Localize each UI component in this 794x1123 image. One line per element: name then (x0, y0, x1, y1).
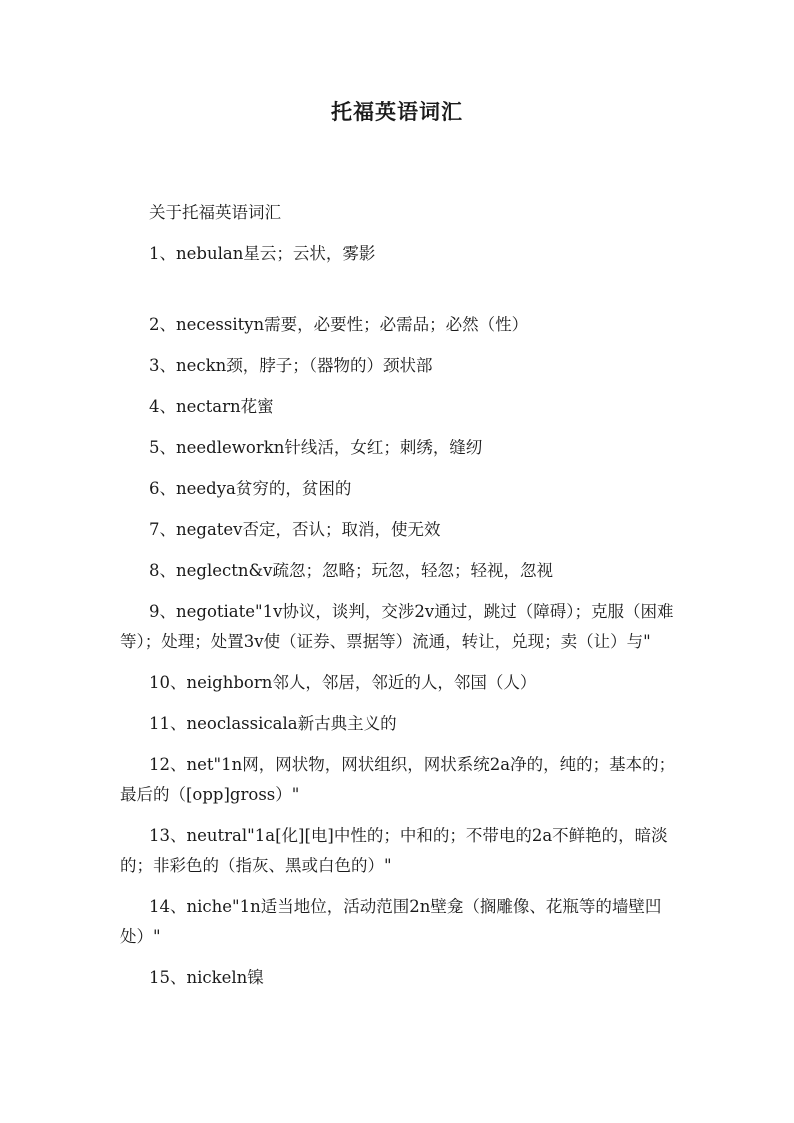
vocab-entry-6: 6、needya贫穷的，贫困的 (149, 479, 352, 498)
vocab-entry-1: 1、nebulan星云；云状，雾影 (149, 244, 376, 263)
page-title: 托福英语词汇 (331, 99, 463, 124)
vocab-entry-2: 2、necessityn需要，必要性；必需品；必然（性） (149, 315, 529, 334)
intro-paragraph: 关于托福英语词汇 (149, 203, 281, 222)
document-body (120, 198, 676, 993)
vocab-entry-8: 8、neglectn&v疏忽；忽略；玩忽，轻忽；轻视，忽视 (149, 561, 554, 580)
vocab-entry-14: 14、niche"1n适当地位，活动范围2n壁龛（搁雕像、花瓶等的墙壁凹处）" (120, 897, 662, 946)
vocab-entry-13: 13、neutral"1a[化][电]中性的；中和的；不带电的2a不鲜艳的，暗淡的；非彩色的（指灰、黑或白色的）" (120, 826, 668, 875)
vocab-entry-10: 10、neighborn邻人，邻居，邻近的人，邻国（人） (149, 673, 537, 692)
vocab-entry-7: 7、negatev否定，否认；取消，使无效 (149, 520, 441, 539)
vocab-entry-12: 12、net"1n网，网状物，网状组织，网状系统2a净的，纯的；基本的；最后的（[opp]gross）" (120, 755, 676, 804)
vocab-entry-5: 5、needleworkn针线活，女红；刺绣，缝纫 (149, 438, 483, 457)
vocab-entry-9: 9、negotiate"1v协议，谈判，交涉2v通过，跳过（障碍）；克服（困难等）；处理；处置3v使（证券、票据等）流通，转让，兑现；卖（让）与" (120, 602, 674, 651)
vocab-entry-15: 15、nickeln镍 (149, 968, 264, 987)
vocab-entry-4: 4、nectarn花蜜 (149, 397, 274, 416)
vocab-entry-3: 3、neckn颈，脖子；（器物的）颈状部 (149, 356, 433, 375)
vocab-entry-11: 11、neoclassicala新古典主义的 (149, 714, 397, 733)
